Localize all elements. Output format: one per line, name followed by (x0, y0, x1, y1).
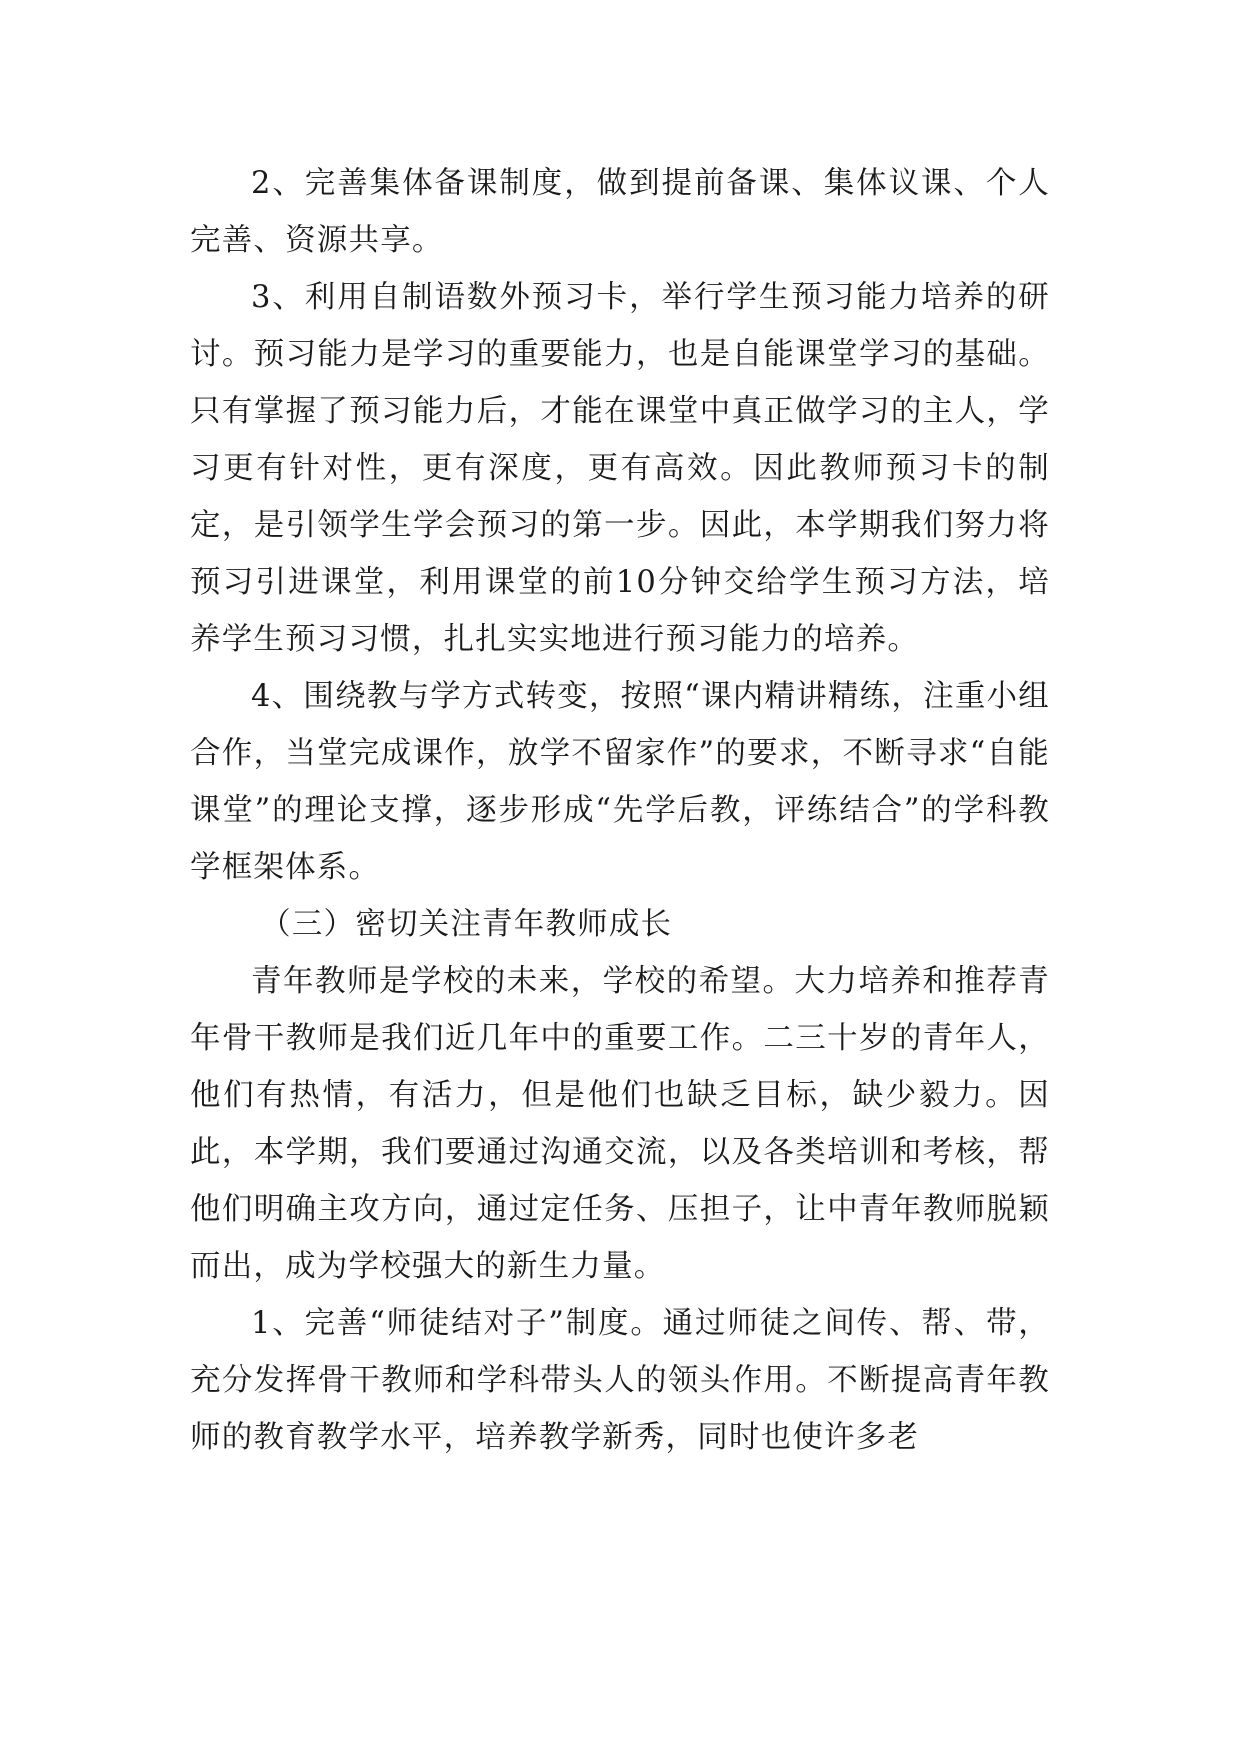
paragraph-young-teachers-intro: 青年教师是学校的未来，学校的希望。大力培养和推荐青年骨干教师是我们近几年中的重要工作。二三十岁的青年人，他们有热情，有活力，但是他们也缺乏目标，缺少毅力。因此，本学期，我们要通过沟通交流，以及各类培训和考核，帮他们明确主攻方向，通过定任务、压担子，让中青年教师脱颖而出，成为学校强大的新生力量。 (190, 964, 1050, 1284)
paragraph-collective-lesson-prep: 2、完善集体备课制度，做到提前备课、集体议课、个人完善、资源共享。 (190, 166, 1050, 258)
section-heading-young-teachers: （三）密切关注青年教师成长 (260, 907, 673, 942)
paragraph-teaching-mode-change: 4、围绕教与学方式转变，按照“课内精讲精练，注重小组合作，当堂完成课作，放学不留家作”的要求，不断寻求“自能课堂”的理论支撑，逐步形成“先学后教，评练结合”的学科教学框架体系。 (190, 679, 1050, 885)
paragraph-preview-card: 3、利用自制语数外预习卡，举行学生预习能力培养的研讨。预习能力是学习的重要能力，也是自能课堂学习的基础。只有掌握了预习能力后，才能在课堂中真正做学习的主人，学习更有针对性，更有深度，更有高效。因此教师预习卡的制定，是引领学生学会预习的第一步。因此，本学期我们努力将预习引进课堂，利用课堂的前10分钟交给学生预习方法，培养学生预习习惯，扎扎实实地进行预习能力的培养。 (190, 280, 1050, 657)
paragraph-mentor-system: 1、完善“师徒结对子”制度。通过师徒之间传、帮、带，充分发挥骨干教师和学科带头人的领头作用。不断提高青年教师的教育教学水平，培养教学新秀，同时也使许多老 (190, 1306, 1050, 1455)
document-body (190, 155, 1050, 1466)
